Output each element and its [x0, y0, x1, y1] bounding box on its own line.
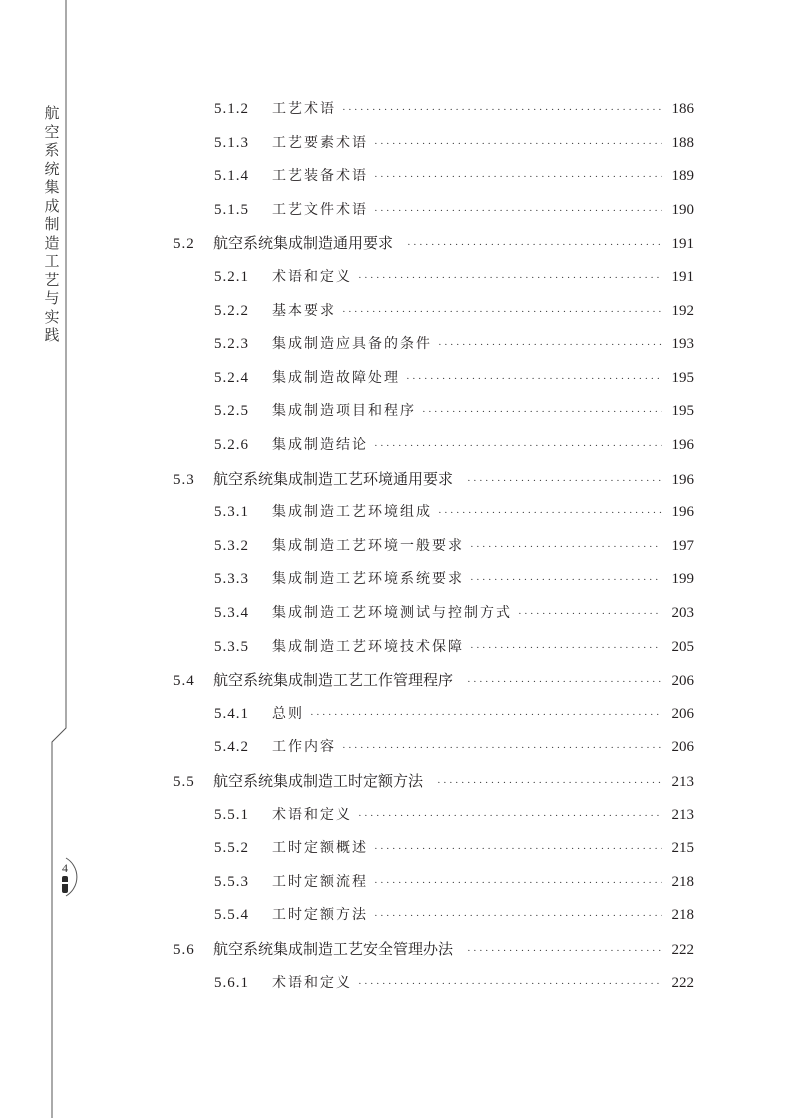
toc-entry-number: 5.6	[173, 942, 195, 958]
toc-entry-number: 5.4	[173, 673, 195, 690]
toc-leader-dots	[467, 670, 662, 694]
toc-entry-page: 192	[671, 302, 694, 319]
toc-entry-number: 5.1.2	[214, 101, 249, 117]
toc-entry-title: 术语和定义	[272, 806, 352, 823]
toc-leader-dots	[438, 333, 662, 357]
toc-entry-number: 5.5.2	[214, 840, 249, 857]
toc-subsection-entry[interactable]	[214, 500, 694, 524]
toc-section-entry[interactable]	[173, 668, 694, 692]
toc-entry-page: 196	[671, 471, 694, 488]
toc-leader-dots	[374, 904, 662, 928]
toc-entry-page: 218	[671, 907, 694, 924]
toc-subsection-entry[interactable]	[214, 366, 694, 390]
toc-subsection-entry[interactable]	[214, 299, 694, 323]
toc-section-entry[interactable]	[173, 937, 694, 961]
toc-leader-dots	[467, 939, 662, 963]
toc-entry-page: 222	[671, 974, 694, 991]
toc-entry-title: 集成制造工艺环境技术保障	[272, 638, 464, 655]
toc-subsection-entry[interactable]	[214, 567, 694, 591]
page-number: 4	[62, 861, 68, 875]
toc-entry-page: 196	[671, 437, 694, 453]
toc-entry-number: 5.3.3	[214, 571, 249, 588]
toc-entry-page: 195	[671, 369, 694, 386]
toc-leader-dots	[342, 736, 662, 760]
toc-leader-dots	[518, 602, 662, 626]
toc-leader-dots	[342, 300, 662, 324]
toc-entry-number: 5.4.2	[214, 739, 249, 756]
toc-entry-number: 5.2.5	[214, 403, 249, 420]
toc-entry-number: 5.4.1	[214, 705, 249, 722]
toc-subsection-entry[interactable]	[214, 870, 694, 894]
toc-entry-title: 集成制造故障处理	[272, 369, 400, 386]
toc-section-entry[interactable]	[173, 467, 694, 491]
toc-entry-number: 5.2.2	[214, 302, 249, 319]
toc-entry-page: 188	[671, 134, 694, 151]
toc-entry-number: 5.5.4	[214, 907, 249, 924]
toc-leader-dots	[374, 837, 662, 861]
toc-subsection-entry[interactable]	[214, 702, 694, 726]
toc-entry-number: 5.1.5	[214, 201, 249, 218]
toc-entry-title: 航空系统集成制造通用要求	[213, 234, 394, 253]
toc-entry-title: 工艺装备术语	[272, 168, 368, 185]
toc-entry-page: 196	[671, 504, 694, 521]
toc-entry-title: 工艺要素术语	[272, 134, 368, 151]
toc-subsection-entry[interactable]	[214, 735, 694, 759]
toc-entry-page: 205	[671, 638, 694, 655]
toc-entry-number: 5.3.5	[214, 638, 249, 655]
toc-leader-dots	[422, 400, 662, 424]
toc-entry-page: 197	[671, 537, 694, 554]
toc-entry-title: 术语和定义	[272, 974, 352, 991]
toc-entry-page: 193	[671, 336, 694, 353]
toc-subsection-entry[interactable]	[214, 534, 694, 558]
toc-entry-page: 195	[671, 403, 694, 420]
toc-subsection-entry[interactable]	[214, 903, 694, 927]
toc-leader-dots	[374, 199, 662, 223]
toc-entry-title: 基本要求	[272, 302, 336, 319]
toc-leader-dots	[374, 871, 662, 895]
toc-entry-page: 218	[671, 873, 694, 890]
toc-entry-number: 5.2.6	[214, 437, 249, 453]
toc-entry-title: 集成制造应具备的条件	[272, 336, 432, 353]
book-title-vertical: 航空系统集成制造工艺与实践	[44, 104, 60, 344]
toc-entry-page: 191	[671, 269, 694, 285]
toc-entry-title: 工时定额流程	[272, 873, 368, 890]
toc-leader-dots	[358, 804, 662, 828]
toc-leader-dots	[438, 501, 662, 525]
toc-entry-title: 集成制造工艺环境系统要求	[272, 571, 464, 588]
toc-entry-page: 206	[671, 673, 694, 690]
toc-leader-dots	[470, 636, 662, 660]
toc-entry-number: 5.5.3	[214, 873, 249, 890]
toc-leader-dots	[310, 703, 662, 727]
toc-subsection-entry[interactable]	[214, 332, 694, 356]
toc-leader-dots	[374, 132, 662, 156]
toc-leader-dots	[407, 233, 662, 257]
toc-entry-title: 工作内容	[272, 739, 336, 756]
toc-entry-number: 5.3.2	[214, 537, 249, 554]
toc-entry-title: 工艺术语	[272, 101, 336, 117]
toc-entry-title: 集成制造工艺环境测试与控制方式	[272, 605, 512, 621]
toc-entry-title: 工时定额概述	[272, 840, 368, 857]
toc-leader-dots	[406, 367, 662, 391]
toc-entry-number: 5.3.1	[214, 504, 249, 521]
toc-entry-number: 5.1.4	[214, 168, 249, 185]
toc-section-entry[interactable]	[173, 769, 694, 793]
toc-entry-title: 集成制造项目和程序	[272, 403, 416, 420]
toc-entry-title: 航空系统集成制造工艺安全管理办法	[213, 940, 454, 958]
toc-entry-title: 航空系统集成制造工艺工作管理程序	[213, 671, 454, 690]
toc-entry-title: 集成制造工艺环境组成	[272, 504, 432, 521]
toc-entry-title: 工时定额方法	[272, 907, 368, 924]
toc-entry-page: 213	[671, 774, 694, 790]
toc-entry-title: 集成制造结论	[272, 437, 368, 453]
page-number-marker	[62, 876, 68, 893]
toc-leader-dots	[342, 98, 662, 122]
toc-entry-page: 215	[671, 840, 694, 857]
toc-subsection-entry[interactable]	[214, 433, 694, 457]
toc-subsection-entry[interactable]	[214, 836, 694, 860]
toc-subsection-entry[interactable]	[214, 164, 694, 188]
toc-subsection-entry[interactable]	[214, 198, 694, 222]
toc-entry-number: 5.1.3	[214, 134, 249, 151]
toc-entry-page: 203	[671, 605, 694, 621]
toc-leader-dots	[470, 535, 662, 559]
toc-entry-title: 工艺文件术语	[272, 201, 368, 218]
toc-entry-page: 213	[671, 806, 694, 823]
toc-subsection-entry[interactable]	[214, 131, 694, 155]
toc-entry-title: 航空系统集成制造工时定额方法	[213, 772, 424, 790]
toc-entry-number: 5.3	[173, 471, 195, 488]
toc-leader-dots	[358, 972, 662, 996]
toc-entry-number: 5.6.1	[214, 974, 249, 991]
toc-entry-number: 5.2.3	[214, 336, 249, 353]
toc-entry-title: 集成制造工艺环境一般要求	[272, 537, 464, 554]
toc-entry-page: 222	[671, 942, 694, 958]
toc-subsection-entry[interactable]	[214, 97, 694, 121]
toc-entry-number: 5.2.1	[214, 269, 249, 285]
toc-subsection-entry[interactable]	[214, 265, 694, 289]
toc-entry-number: 5.2.4	[214, 369, 249, 386]
toc-leader-dots	[374, 165, 662, 189]
toc-subsection-entry[interactable]	[214, 803, 694, 827]
toc-entry-page: 186	[671, 101, 694, 117]
toc-entry-title: 术语和定义	[272, 269, 352, 285]
toc-entry-page: 190	[671, 201, 694, 218]
toc-subsection-entry[interactable]	[214, 635, 694, 659]
toc-leader-dots	[467, 469, 662, 493]
toc-entry-page: 191	[671, 236, 694, 253]
toc-entry-number: 5.3.4	[214, 605, 249, 621]
toc-leader-dots	[358, 266, 662, 290]
toc-subsection-entry[interactable]	[214, 601, 694, 625]
toc-entry-page: 206	[671, 705, 694, 722]
toc-section-entry[interactable]	[173, 231, 694, 255]
toc-leader-dots	[437, 771, 662, 795]
toc-subsection-entry[interactable]	[214, 971, 694, 995]
toc-entry-number: 5.2	[173, 236, 195, 253]
toc-entry-number: 5.5.1	[214, 806, 249, 823]
toc-entry-page: 189	[671, 168, 694, 185]
toc-entry-number: 5.5	[173, 774, 195, 790]
toc-subsection-entry[interactable]	[214, 399, 694, 423]
toc-entry-title: 航空系统集成制造工艺环境通用要求	[213, 469, 454, 488]
toc-entry-page: 206	[671, 739, 694, 756]
toc-entry-title: 总则	[272, 705, 304, 722]
toc-leader-dots	[374, 434, 662, 458]
toc-entry-page: 199	[671, 571, 694, 588]
toc-leader-dots	[470, 568, 662, 592]
